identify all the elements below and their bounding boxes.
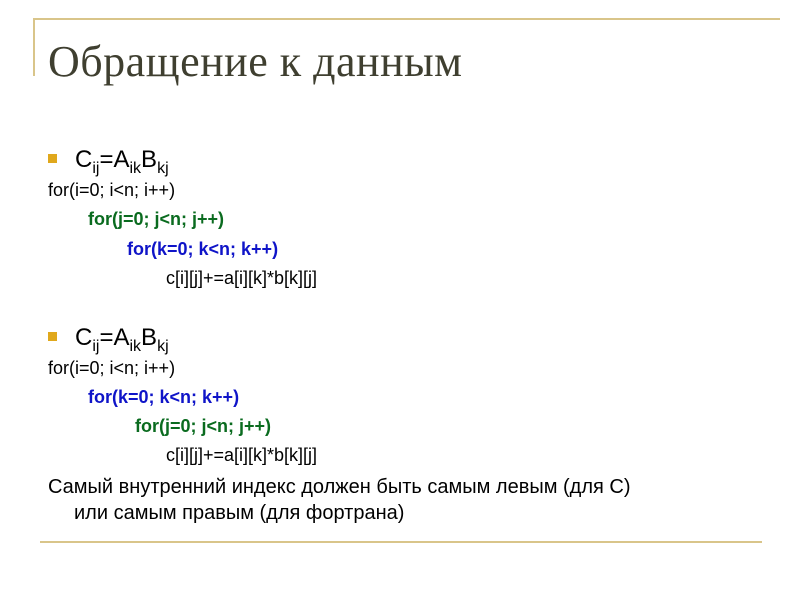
formula-eq-a: =A — [99, 324, 130, 351]
block2-loop-j: for(j=0; j<n; j++) — [135, 416, 272, 436]
block1-loop-j: for(j=0; j<n; j++) — [88, 209, 225, 229]
formula-c-sub: ij — [92, 160, 100, 177]
block1-loop-k: for(k=0; k<n; k++) — [127, 239, 279, 259]
formula-c: C — [75, 324, 93, 351]
formula-c-sub: ij — [92, 338, 100, 355]
bottom-frame-line — [40, 541, 762, 543]
block2-loop-i: for(i=0; i<n; i++) — [48, 358, 176, 378]
block2-loop-k: for(k=0; k<n; k++) — [88, 387, 240, 407]
conclusion-text — [48, 474, 768, 526]
formula-2 — [48, 324, 169, 355]
formula-b: B — [141, 146, 158, 173]
formula-b-sub: kj — [157, 338, 169, 355]
conclusion-line-1: Самый внутренний индекс должен быть самым левым (для С) — [48, 476, 631, 498]
formula-a-sub: ik — [129, 338, 142, 355]
block1-loop-i: for(i=0; i<n; i++) — [48, 180, 176, 200]
bullet-icon — [48, 332, 57, 341]
formula-c: C — [75, 146, 93, 173]
conclusion-line-2: или самым правым (для фортрана) — [74, 502, 405, 524]
block1-body: c[i][j]+=a[i][k]*b[k][j] — [166, 268, 318, 288]
formula-a-sub: ik — [129, 160, 142, 177]
formula-1 — [48, 146, 169, 177]
left-frame-line — [33, 18, 35, 76]
block2-body: c[i][j]+=a[i][k]*b[k][j] — [166, 445, 318, 465]
bullet-icon — [48, 154, 57, 163]
slide-title: Обращение к данным — [48, 37, 463, 86]
top-frame-line — [33, 18, 780, 20]
formula-eq-a: =A — [99, 146, 130, 173]
formula-b-sub: kj — [157, 160, 169, 177]
formula-b: B — [141, 324, 158, 351]
